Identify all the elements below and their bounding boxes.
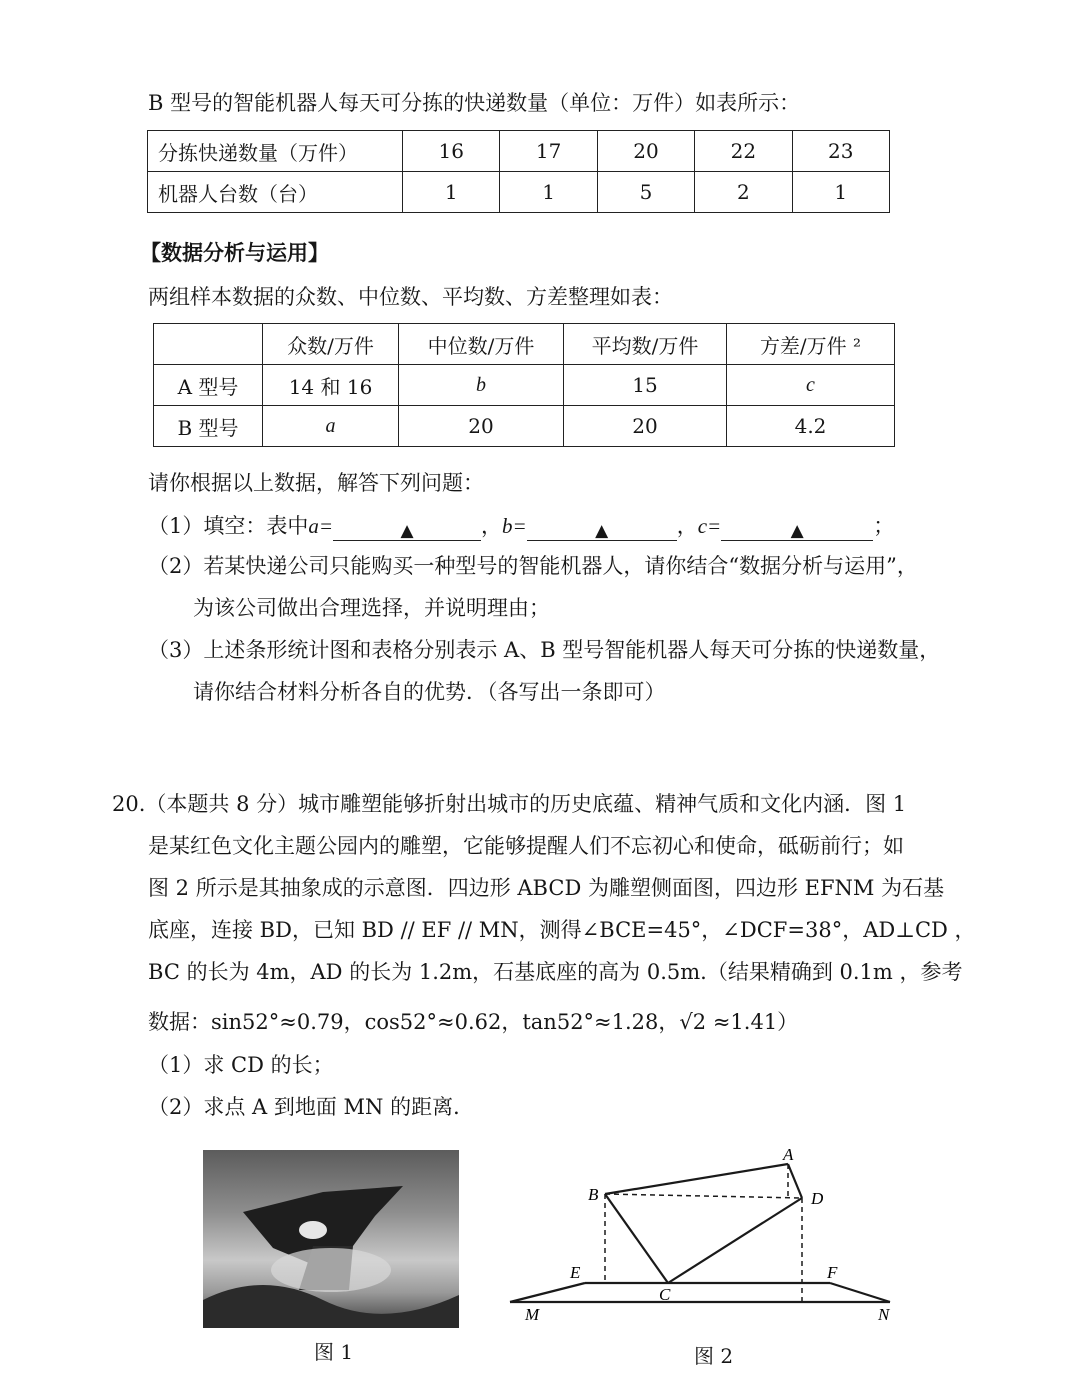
p20-line5: BC 的长为 4m，AD 的长为 1.2m，石基底座的高为 0.5m.（结果精确到 0.1m ，参考 [148, 960, 963, 984]
table-cell: 17 [500, 131, 597, 172]
p20-line1: 20.（本题共 8 分）城市雕塑能够折射出城市的历史底蕴、精神气质和文化内涵．图 1 [112, 792, 907, 816]
p20-line2: 是某红色文化主题公园内的雕塑，它能够提醒人们不忘初心和使命，砥砺前行；如 [148, 834, 904, 858]
line-cd [668, 1198, 802, 1283]
table-header: 方差/万件 ² [727, 324, 895, 365]
label-n: N [878, 1305, 890, 1324]
row-header: A 型号 [154, 365, 263, 406]
answer-blank-c[interactable] [721, 516, 873, 541]
section-title: 【数据分析与运用】 [140, 241, 329, 265]
table-header: 平均数/万件 [564, 324, 727, 365]
table-b-sorting [147, 130, 890, 213]
line-ba [605, 1164, 788, 1194]
table-header: 中位数/万件 [399, 324, 564, 365]
table-row [154, 406, 895, 447]
q1-prefix: （1）填空：表中 [148, 514, 309, 538]
table-row [154, 324, 895, 365]
table-row [148, 172, 890, 213]
table-cell: 14 和 16 [263, 365, 399, 406]
row-header: B 型号 [154, 406, 263, 447]
table-cell: 20 [399, 406, 564, 447]
label-b: B [588, 1185, 599, 1204]
question-3-line1: （3）上述条形统计图和表格分别表示 A、B 型号智能机器人每天可分拣的快递数量， [148, 638, 941, 662]
line-me [510, 1283, 585, 1302]
table-cell: 16 [403, 131, 500, 172]
table-cell: 23 [792, 131, 889, 172]
marker-icon: ▲ [790, 521, 804, 541]
b-label: b= [502, 514, 527, 538]
prompt-text: 请你根据以上数据，解答下列问题： [148, 471, 484, 495]
table-cell: c [727, 365, 895, 406]
a-label: a= [308, 514, 334, 538]
p20-sub2: （2）求点 A 到地面 MN 的距离． [148, 1095, 475, 1119]
sculpture-photo [203, 1150, 459, 1328]
p20-line6: 数据：sin52°≈0.79，cos52°≈0.62，tan52°≈1.28，√2 ≈1.41） [148, 1010, 799, 1034]
label-e: E [570, 1263, 581, 1282]
row-header: 分拣快递数量（万件） [148, 131, 403, 172]
answer-blank-b[interactable] [527, 516, 677, 541]
label-d: D [811, 1189, 824, 1208]
label-f: F [827, 1263, 838, 1282]
separator: ， [481, 514, 503, 538]
p20-line3: 图 2 所示是其抽象成的示意图．四边形 ABCD 为雕塑侧面图，四边形 EFNM 为石基 [148, 876, 945, 900]
table-cell: 1 [500, 172, 597, 213]
geometry-diagram [490, 1140, 930, 1340]
intro-text: B 型号的智能机器人每天可分拣的快递数量（单位：万件）如表所示： [148, 91, 801, 115]
line-ad [788, 1164, 802, 1198]
marker-icon: ▲ [595, 521, 609, 541]
question-2-line1: （2）若某快递公司只能购买一种型号的智能机器人，请你结合“数据分析与运用”， [148, 554, 918, 578]
table-cell: 15 [564, 365, 727, 406]
marker-icon: ▲ [400, 521, 414, 541]
table-stats [153, 323, 895, 447]
row-header: 机器人台数（台） [148, 172, 403, 213]
table-cell: 4.2 [727, 406, 895, 447]
table-row [148, 131, 890, 172]
question-1 [148, 511, 894, 541]
table-cell: 1 [792, 172, 889, 213]
label-m: M [525, 1305, 540, 1324]
table-cell: 5 [597, 172, 694, 213]
question-2-line2: 为该公司做出合理选择，并说明理由； [193, 596, 550, 620]
table2-intro: 两组样本数据的众数、中位数、平均数、方差整理如表： [148, 285, 673, 309]
table-cell: 2 [695, 172, 792, 213]
line-fn [830, 1283, 890, 1302]
table-header: 众数/万件 [263, 324, 399, 365]
figure1-caption: 图 1 [314, 1340, 354, 1364]
line-bc [605, 1194, 668, 1283]
c-label: c= [697, 514, 722, 538]
answer-blank-a[interactable] [333, 516, 481, 541]
table-cell: 1 [403, 172, 500, 213]
figure2-caption: 图 2 [694, 1344, 734, 1368]
table-cell: 20 [597, 131, 694, 172]
p20-line4: 底座，连接 BD，已知 BD // EF // MN，测得∠BCE=45°，∠DCF=38°，AD⊥CD ， [148, 918, 976, 942]
table-cell: b [399, 365, 564, 406]
p20-sub1: （1）求 CD 的长； [148, 1053, 334, 1077]
table-cell: a [263, 406, 399, 447]
label-a: A [783, 1145, 794, 1164]
separator: ， [676, 514, 698, 538]
label-c: C [659, 1285, 671, 1304]
question-3-line2: 请你结合材料分析各自的优势．（各写出一条即可） [193, 680, 666, 704]
table-row [154, 365, 895, 406]
table-cell: 22 [695, 131, 792, 172]
line-bd [605, 1194, 802, 1198]
q1-end: ； [873, 514, 895, 538]
table-cell: 20 [564, 406, 727, 447]
table-cell [154, 324, 263, 365]
